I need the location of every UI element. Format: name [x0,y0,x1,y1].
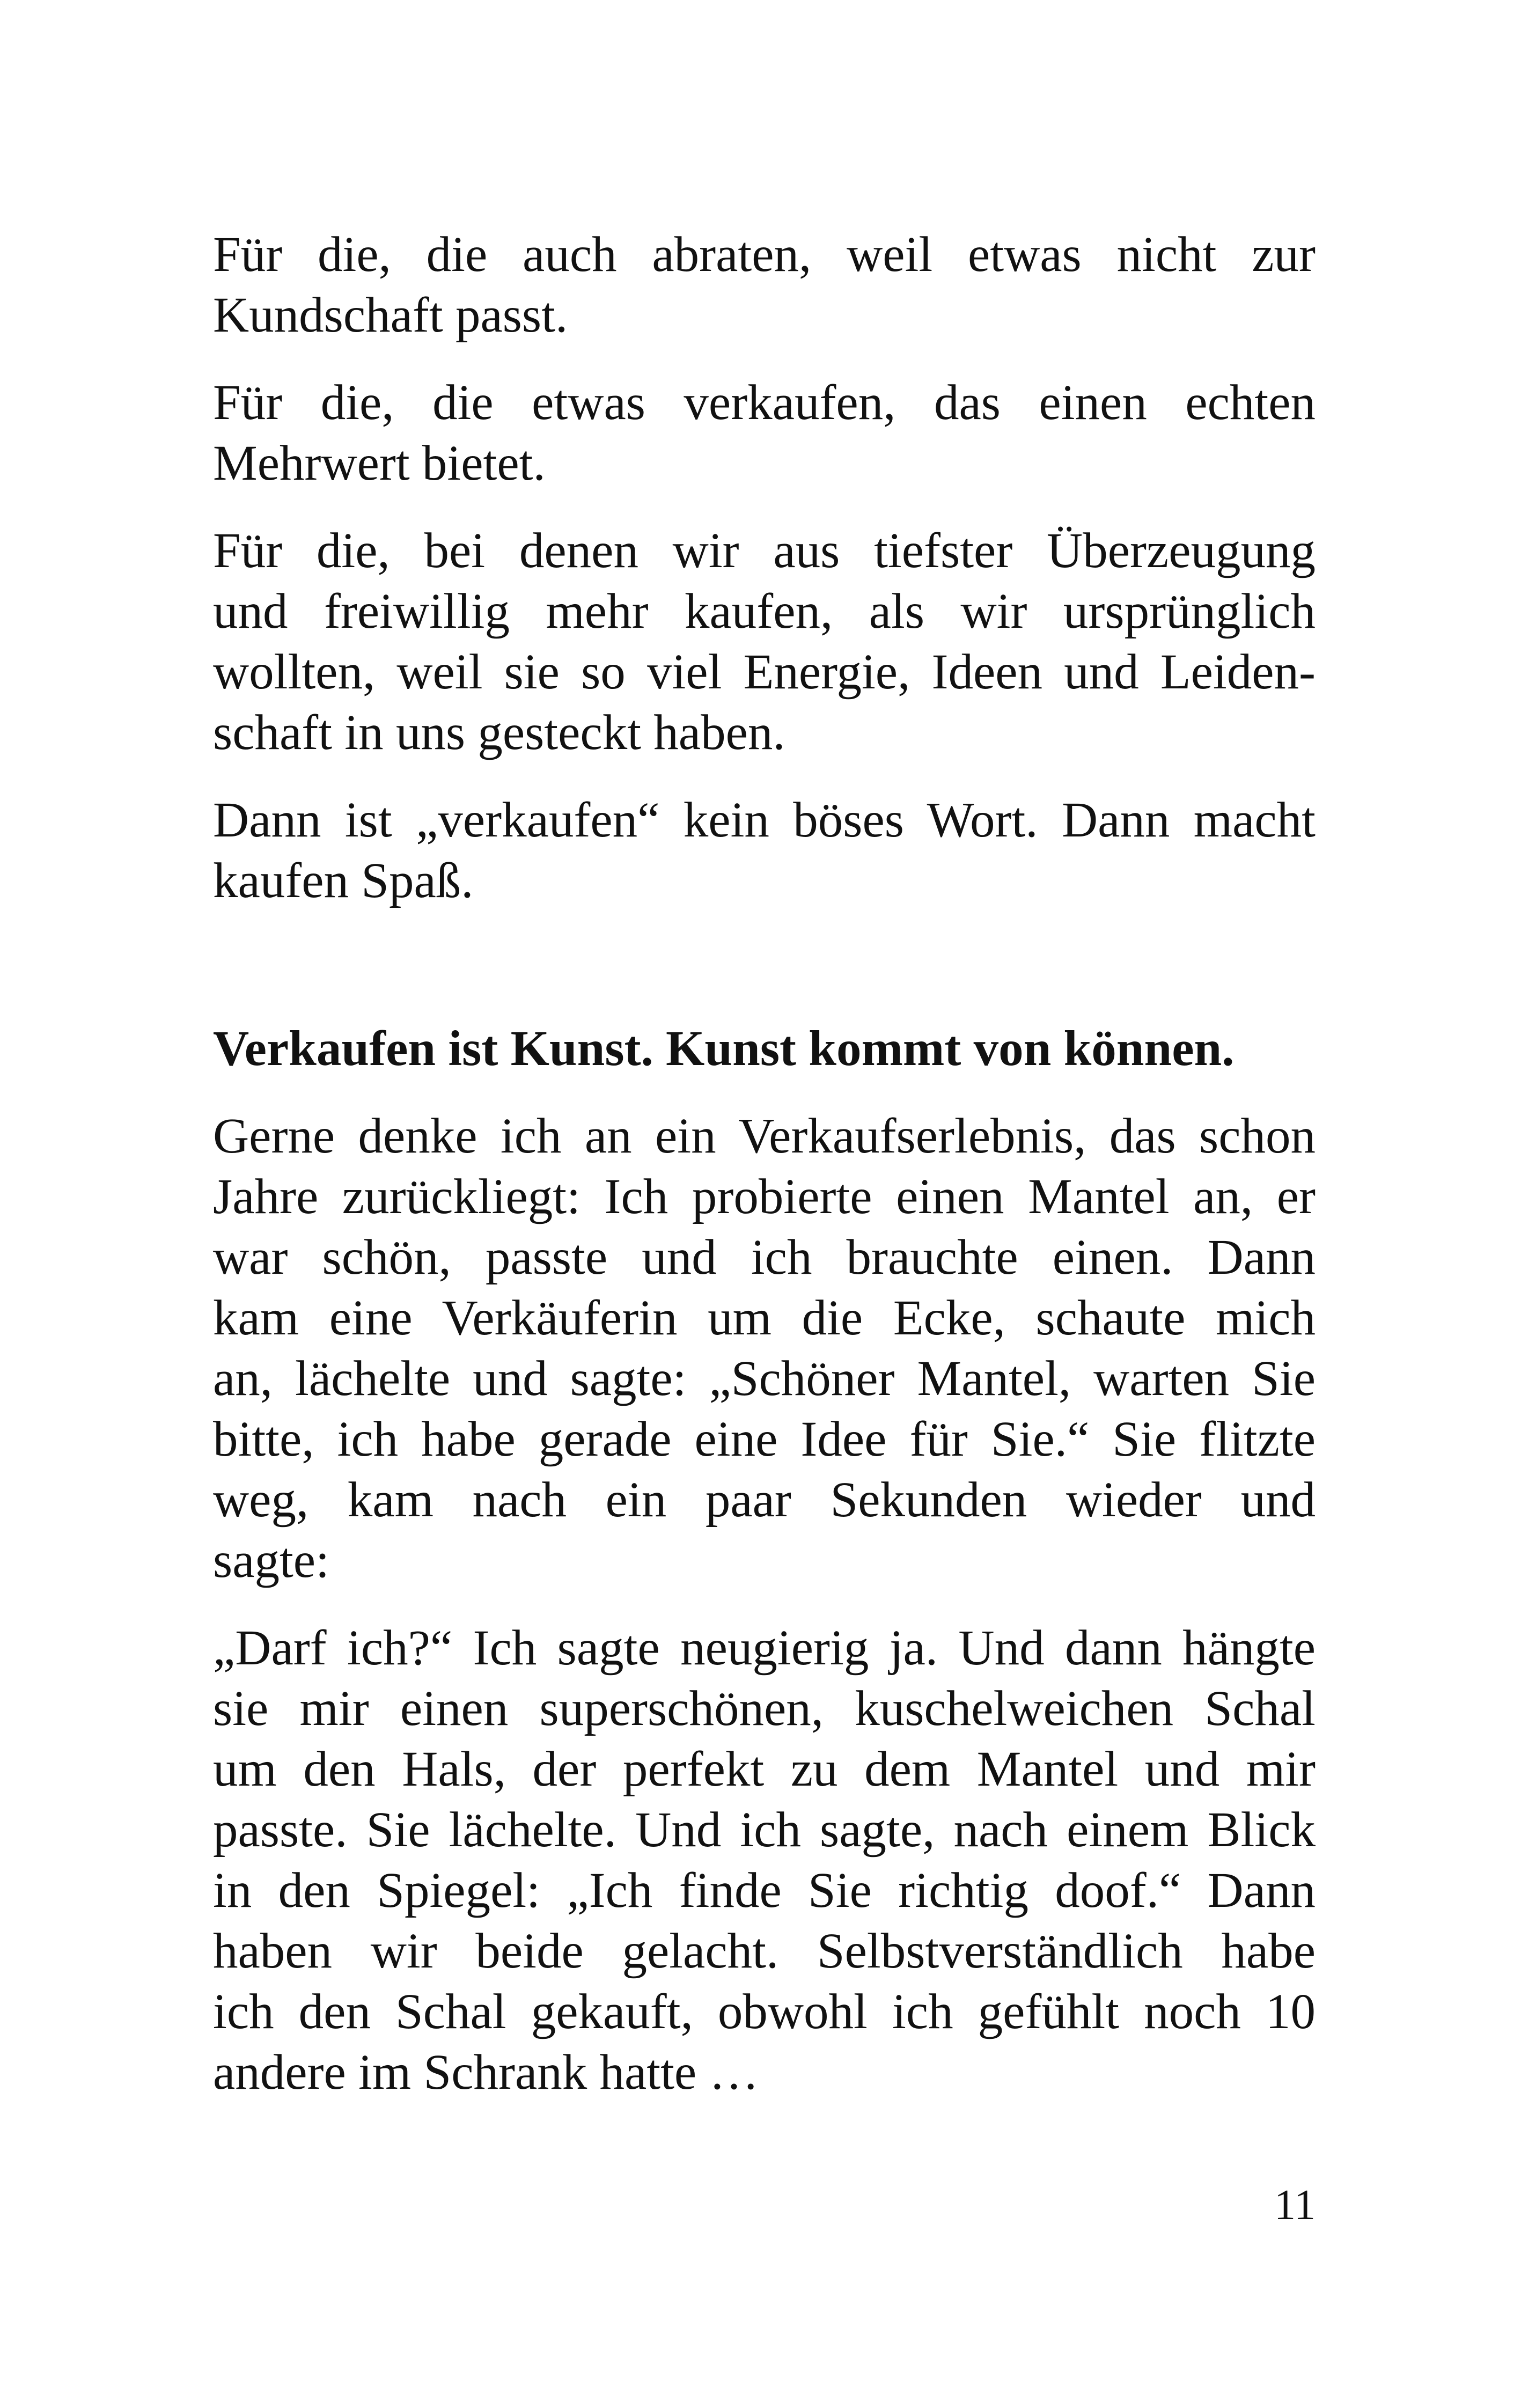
section-heading: Verkaufen ist Kunst. Kunst kommt von können. [213,1021,1235,1076]
text-line: andere im Schrank hatte … [213,2045,759,2100]
text-line: schaft in uns gesteckt haben. [213,705,785,760]
paragraph [213,790,1316,911]
text-line: in den Spiegel: „Ich finde Sie richtig doof.“ Dann [213,1863,1316,1918]
text-line: bitte, ich habe gerade eine Idee für Sie.“ Sie flitzte [213,1412,1316,1467]
text-line: Für die, die auch abraten, weil etwas nicht zur [213,227,1316,282]
book-page-body [213,224,1316,2130]
text-line: Dann ist „verkaufen“ kein böses Wort. Dann macht [213,792,1316,848]
page-number: 11 [1274,2182,1316,2229]
text-line: sie mir einen superschönen, kuschelweichen Schal [213,1681,1316,1736]
story-paragraphs [213,1106,1316,2103]
paragraph [213,224,1316,346]
text-line: kam eine Verkäuferin um die Ecke, schaute mich [213,1290,1316,1346]
text-line: war schön, passte und ich brauchte einen. Dann [213,1230,1316,1285]
paragraph [213,372,1316,494]
text-line: passte. Sie lächelte. Und ich sagte, nach einem Blick [213,1802,1316,1858]
intro-paragraphs [213,224,1316,911]
text-line: „Darf ich?“ Ich sagte neugierig ja. Und dann hängte [213,1620,1316,1676]
text-line: und freiwillig mehr kaufen, als wir ursprünglich [213,584,1316,639]
text-line: um den Hals, der perfekt zu dem Mantel und mir [213,1742,1316,1797]
paragraph [213,1618,1316,2103]
text-line: kaufen Spaß. [213,853,474,908]
text-line: Mehrwert bietet. [213,436,546,491]
text-line: an, lächelte und sagte: „Schöner Mantel, warten Sie [213,1351,1316,1406]
text-line: Für die, die etwas verkaufen, das einen echten [213,375,1316,430]
paragraph [213,520,1316,763]
text-line: Gerne denke ich an ein Verkaufserlebnis, das schon [213,1108,1316,1164]
text-line: ich den Schal gekauft, obwohl ich gefühlt noch 10 [213,1984,1316,2039]
text-line: wollten, weil sie so viel Energie, Ideen und Leiden- [213,644,1316,700]
text-line: Jahre zurückliegt: Ich probierte einen Mantel an, er [213,1169,1316,1224]
text-line: sagte: [213,1533,329,1588]
text-line: haben wir beide gelacht. Selbstverständlich habe [213,1924,1316,1979]
text-line: Für die, bei denen wir aus tiefster Überzeugung [213,523,1316,578]
paragraph [213,1106,1316,1591]
text-line: weg, kam nach ein paar Sekunden wieder und [213,1472,1316,1528]
text-line: Kundschaft passt. [213,288,568,343]
